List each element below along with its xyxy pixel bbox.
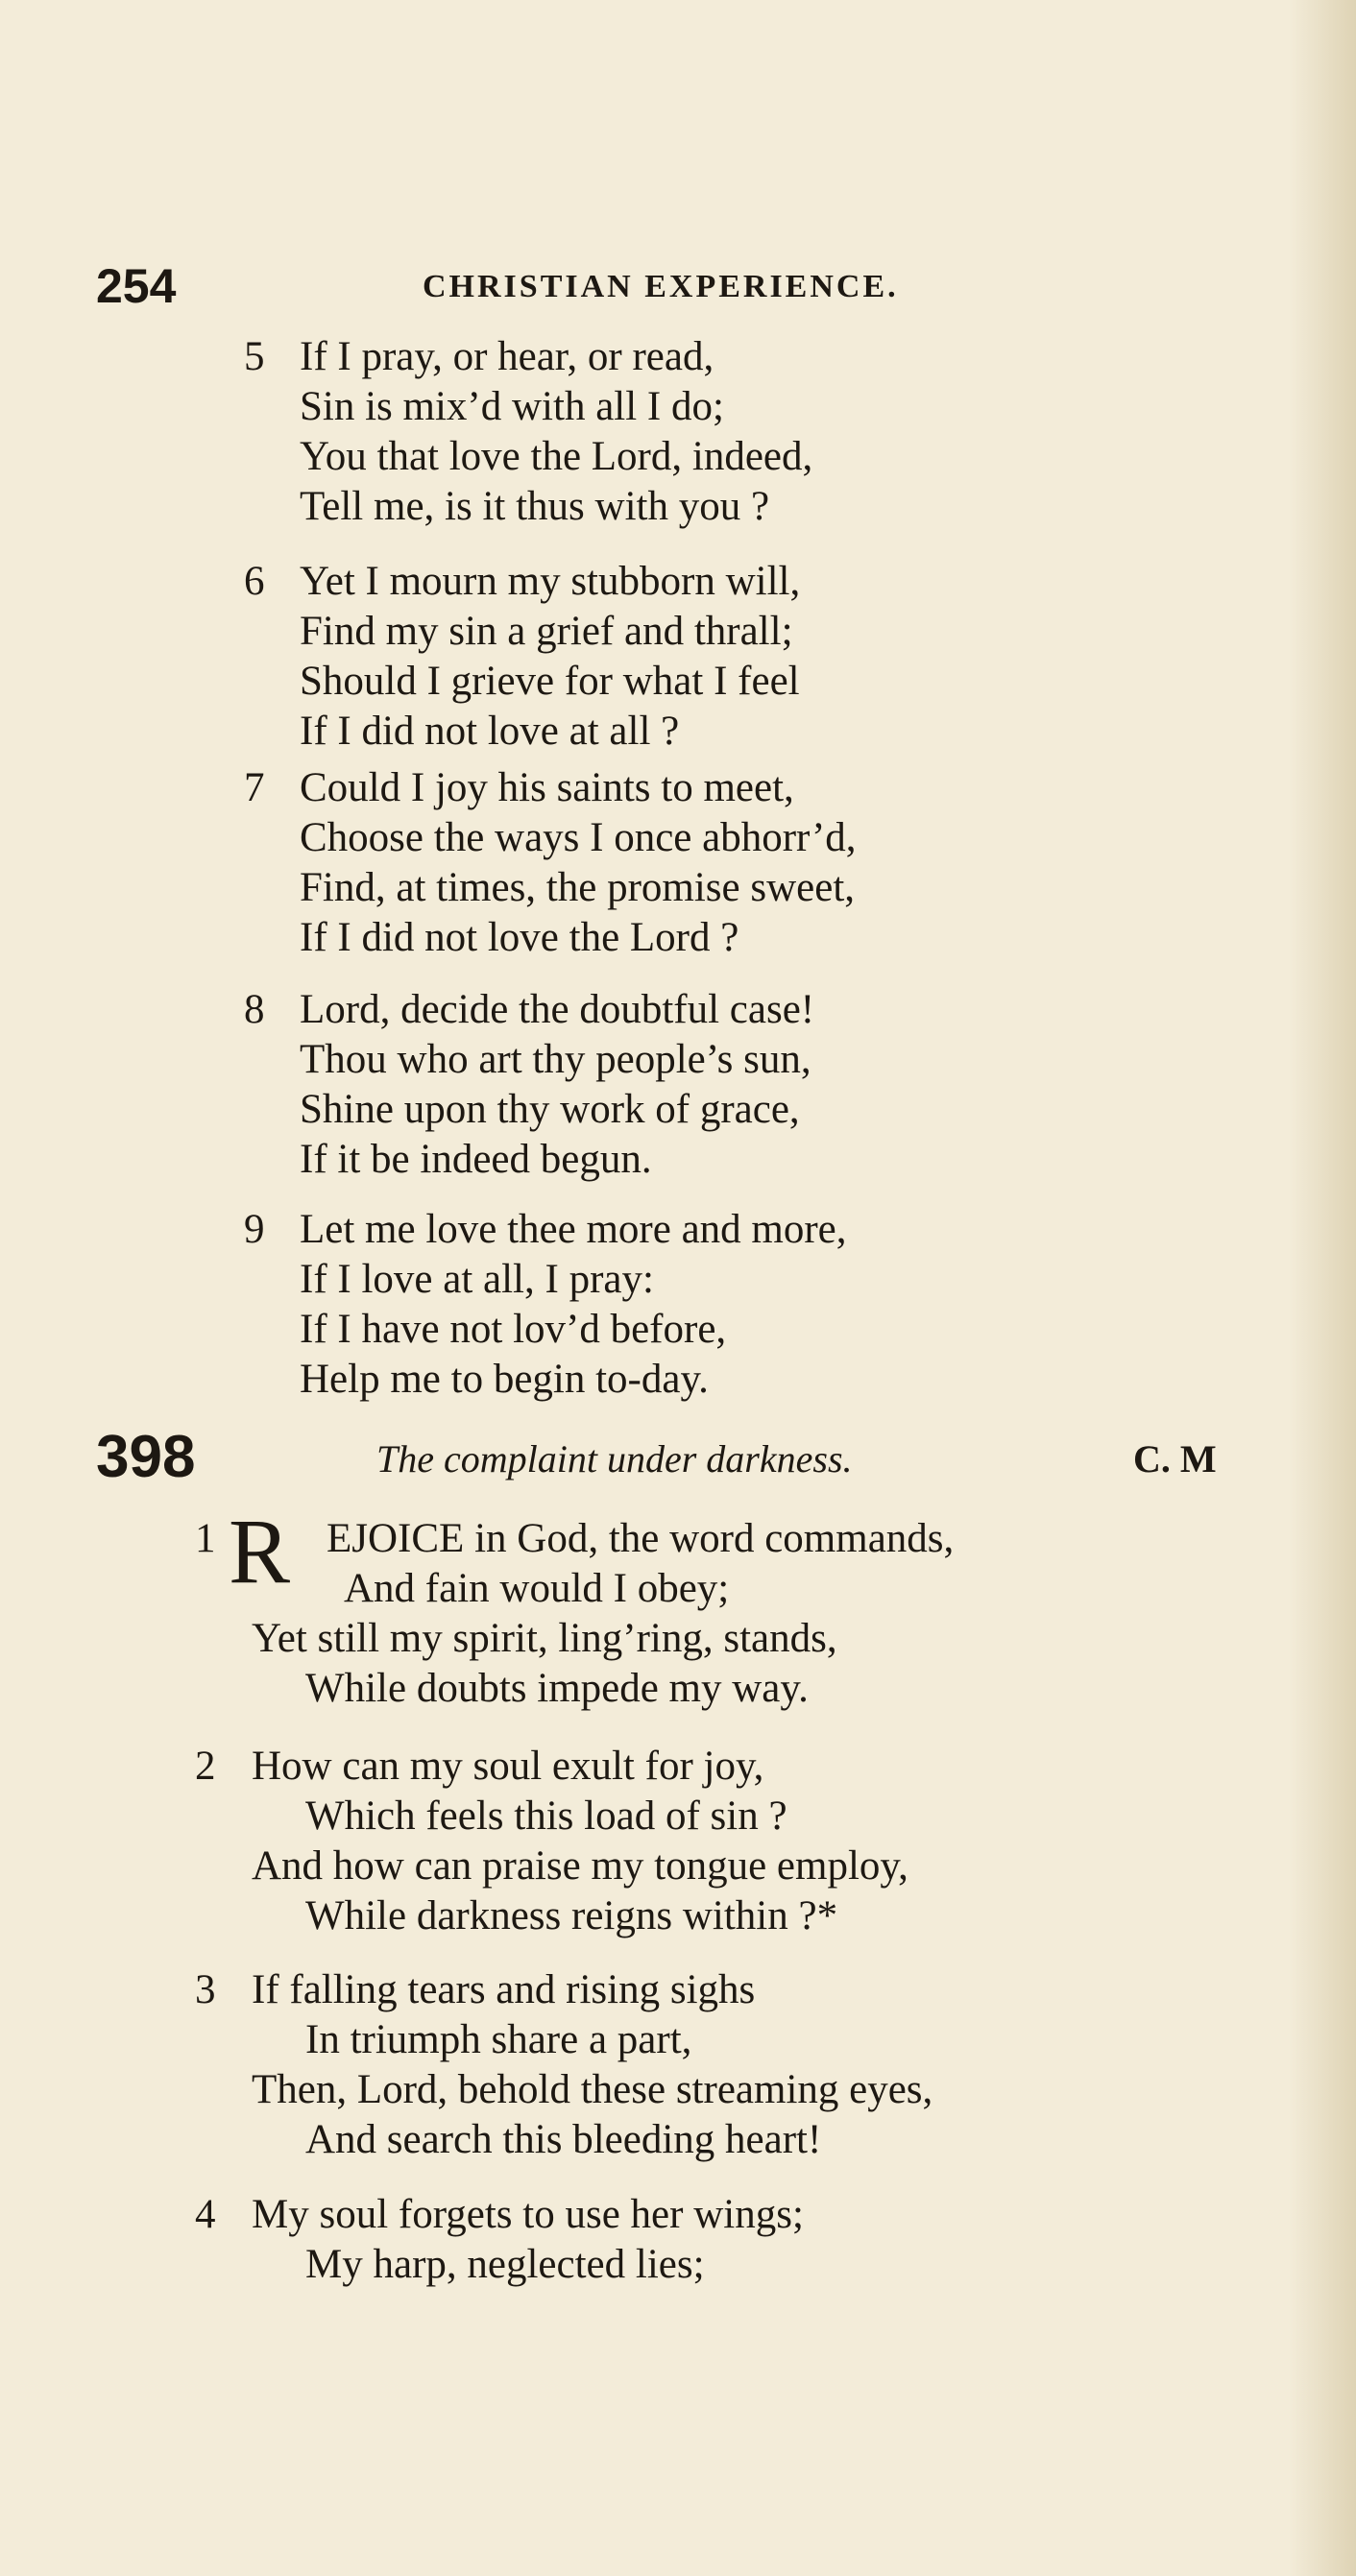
verse-line: My soul forgets to use her wings; bbox=[252, 2192, 804, 2237]
verse-line: If I did not love the Lord ? bbox=[300, 915, 739, 960]
hymn-title: The complaint under darkness. bbox=[376, 1437, 853, 1481]
verse-number: 3 bbox=[195, 1967, 216, 2012]
hymn-meter: C. M bbox=[1133, 1437, 1217, 1481]
verse-line: Choose the ways I once abhorr’d, bbox=[300, 815, 857, 860]
verse-line: Help me to begin to-day. bbox=[300, 1357, 709, 1402]
verse-line: Yet I mourn my stubborn will, bbox=[300, 559, 801, 604]
verse-number: 2 bbox=[195, 1744, 216, 1789]
verse-line: If I love at all, I pray: bbox=[300, 1257, 654, 1302]
verse-line: If I did not love at all ? bbox=[300, 709, 680, 754]
verse-line: If it be indeed begun. bbox=[300, 1137, 652, 1182]
verse-line: EJOICE in God, the word commands, bbox=[327, 1516, 955, 1561]
verse-line: Which feels this load of sin ? bbox=[305, 1794, 787, 1839]
verse-line: And search this bleeding heart! bbox=[305, 2117, 822, 2162]
verse-number: 1 bbox=[195, 1516, 216, 1561]
verse-line: And fain would I obey; bbox=[344, 1566, 730, 1611]
verse-number: 9 bbox=[244, 1207, 265, 1252]
verse-line: Tell me, is it thus with you ? bbox=[300, 484, 770, 529]
verse-line: Let me love thee more and more, bbox=[300, 1207, 847, 1252]
verse-line: Shine upon thy work of grace, bbox=[300, 1087, 800, 1132]
verse-line: And how can praise my tongue employ, bbox=[252, 1843, 908, 1889]
verse-line: Thou who art thy people’s sun, bbox=[300, 1037, 811, 1082]
verse-line: If I have not lov’d before, bbox=[300, 1307, 727, 1352]
verse-number: 7 bbox=[244, 765, 265, 810]
verse-line: Find, at times, the promise sweet, bbox=[300, 865, 856, 910]
running-head: CHRISTIAN EXPERIENCE. bbox=[423, 269, 899, 304]
verse-line: While darkness reigns within ?* bbox=[305, 1893, 838, 1938]
verse-number: 8 bbox=[244, 987, 265, 1032]
drop-cap: R bbox=[229, 1500, 291, 1602]
verse-line: How can my soul exult for joy, bbox=[252, 1744, 764, 1789]
verse-line: My harp, neglected lies; bbox=[305, 2242, 705, 2287]
verse-line: Sin is mix’d with all I do; bbox=[300, 384, 724, 429]
verse-number: 6 bbox=[244, 559, 265, 604]
verse-line: Then, Lord, behold these streaming eyes, bbox=[252, 2067, 933, 2112]
page-header bbox=[96, 257, 1248, 315]
verse-line: While doubts impede my way. bbox=[305, 1666, 809, 1711]
verse-line: Yet still my spirit, ling’ring, stands, bbox=[252, 1616, 837, 1661]
verse-line: You that love the Lord, indeed, bbox=[300, 434, 813, 479]
verse-line: Could I joy his saints to meet, bbox=[300, 765, 794, 810]
page-edge-shadow bbox=[1289, 0, 1356, 2576]
verse-line: Should I grieve for what I feel bbox=[300, 659, 800, 704]
verse-number: 5 bbox=[244, 334, 265, 379]
verse-number: 4 bbox=[195, 2192, 216, 2237]
hymn-number: 398 bbox=[96, 1424, 196, 1490]
verse-line: In triumph share a part, bbox=[305, 2017, 692, 2062]
page-number: 254 bbox=[96, 259, 177, 313]
verse-line: Find my sin a grief and thrall; bbox=[300, 609, 793, 654]
verse-line: If falling tears and rising sighs bbox=[252, 1967, 756, 2012]
verse-line: Lord, decide the doubtful case! bbox=[300, 987, 815, 1032]
verse-line: If I pray, or hear, or read, bbox=[300, 334, 714, 379]
